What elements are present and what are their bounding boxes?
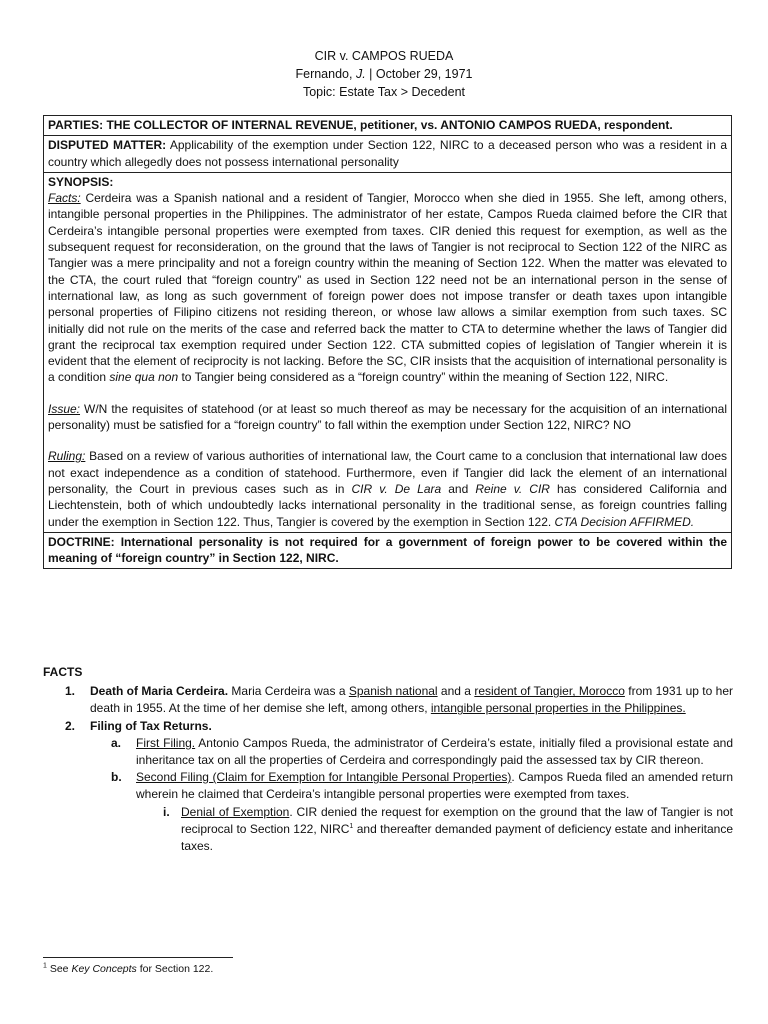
facts-item-2: 2. Filing of Tax Returns. [43, 718, 733, 735]
facts-item-2b: b. Second Filing (Claim for Exemption for Intangible Personal Properties). Campos Rueda filed an amended return wherein he claimed that Cerdeira’s intangible personal properties were exempted from taxes. [111, 770, 733, 802]
item-letter: a. [111, 735, 122, 750]
facts-item-2a: a. First Filing. Antonio Campos Rueda, the administrator of Cerdeira’s estate, initially filed a provisional estate and inheritance tax on all the properties of Cerdeira and correspondingly paid the assessed tax by CIR thereon. [111, 735, 734, 768]
synopsis-issue: Issue: W/N the requisites of statehood (or at least so much thereof as may be necessary for the acquisition of an international personality) must be satisfied for a “foreign country” to fall within the exemption under Section 122, NIRC? NO [48, 401, 727, 433]
footnote-ref[interactable]: 1 [349, 822, 354, 830]
disputed-matter-row: DISPUTED MATTER: Applicability of the exemption under Section 122, NIRC to a deceased person who was a resident in a country which allegedly does not possess international personality [44, 136, 731, 173]
synopsis-label: SYNOPSIS: [48, 174, 114, 189]
case-title: CIR v. CAMPOS RUEDA [314, 49, 454, 63]
facts-item-2b-i: i. Denial of Exemption. CIR denied the request for exemption on the ground that the law of Tangier is not reciprocal to Section 122, NIRC$^1$ and thereafter demanded payment of deficiency estate and inheritance taxes. [163, 804, 733, 854]
parties-row: PARTIES: THE COLLECTOR OF INTERNAL REVENUE, petitioner, vs. ANTONIO CAMPOS RUEDA, respondent. [44, 116, 731, 136]
facts-item-1: 1. Death of Maria Cerdeira. Maria Cerdeira was a Spanish national and a resident of Tangier, Morocco from 1931 up to her death in 1955. At the time of her demise she left, among others, intangible personal properties in the Philippines. [65, 684, 734, 716]
footnote: $^1$ See Key Concepts for Section 122. [43, 962, 214, 975]
item-roman: i. [163, 804, 170, 819]
case-summary-table [43, 115, 732, 569]
doctrine-row: DOCTRINE: International personality is not required for a government of foreign power to be covered within the meaning of “foreign country” in Section 122, NIRC. [48, 534, 727, 566]
synopsis-ruling: Ruling: Based on a review of various authorities of international law, the Court came to a conclusion that international law does not exact independence as a condition of statehood. Furthermore, even if Tangier did lack the element of an international personality, the Court in previous cases such as in CIR v. De Lara and Reine v. CIR has considered California and Liechtenstein, both of which undoubtedly lacks international personality in the traditional sense, as foreign countries falling under the exemption in Section 122. Thus, Tangier is covered by the exemption in Section 122. CTA Decision AFFIRMED. [48, 449, 727, 529]
synopsis-row [44, 173, 731, 533]
case-justice-date: Fernando, J. | October 29, 1971 [295, 67, 473, 81]
facts-section [43, 664, 733, 855]
item-number: 1. [65, 684, 76, 699]
facts-heading: FACTS [43, 665, 83, 679]
synopsis-facts: Facts: Cerdeira was a Spanish national and a resident of Tangier, Morocco when she died in 1955. She left, among others, intangible personal properties in the Philippines. The administrator of her estate, Campos Rueda claimed before the CIR that Cerdeira’s intangible personal properties were exempted from taxes. CIR denied this request for exemption, as well as the subsequent request for reconsideration, on the ground that the laws of Tangier is not reciprocal to Section 122 of the NIRC as Tangier was a mere principality and not a foreign country within the meaning of Section 122. When the matter was elevated to the CTA, the court ruled that “foreign country” as used in Section 122 need not be an international person in the sense of international law, as long as such government of foreign power does not impose transfer or death taxes upon intangible personal properties of Filipino citizens not residing thereon, or whose law allows a similar exemption from such taxes. SC initially did not rule on the merits of the case and referred back the matter to CTA to determine whether the laws of Tangier did grant the reciprocal tax exemption required under Section 122. CTA submitted copies of legislation of Tangier wherein it is evident that the element of reciprocity is not lacking. Before the SC, CIR insists that the acquisition of international personality is a condition sine qua non to Tangier being considered as a “foreign country” within the meaning of Section 122, NIRC. [48, 191, 727, 385]
case-header [0, 47, 768, 101]
item-letter: b. [111, 770, 122, 785]
item-number: 2. [65, 718, 76, 733]
case-topic: Topic: Estate Tax > Decedent [302, 85, 466, 99]
footnote-divider [43, 957, 233, 958]
